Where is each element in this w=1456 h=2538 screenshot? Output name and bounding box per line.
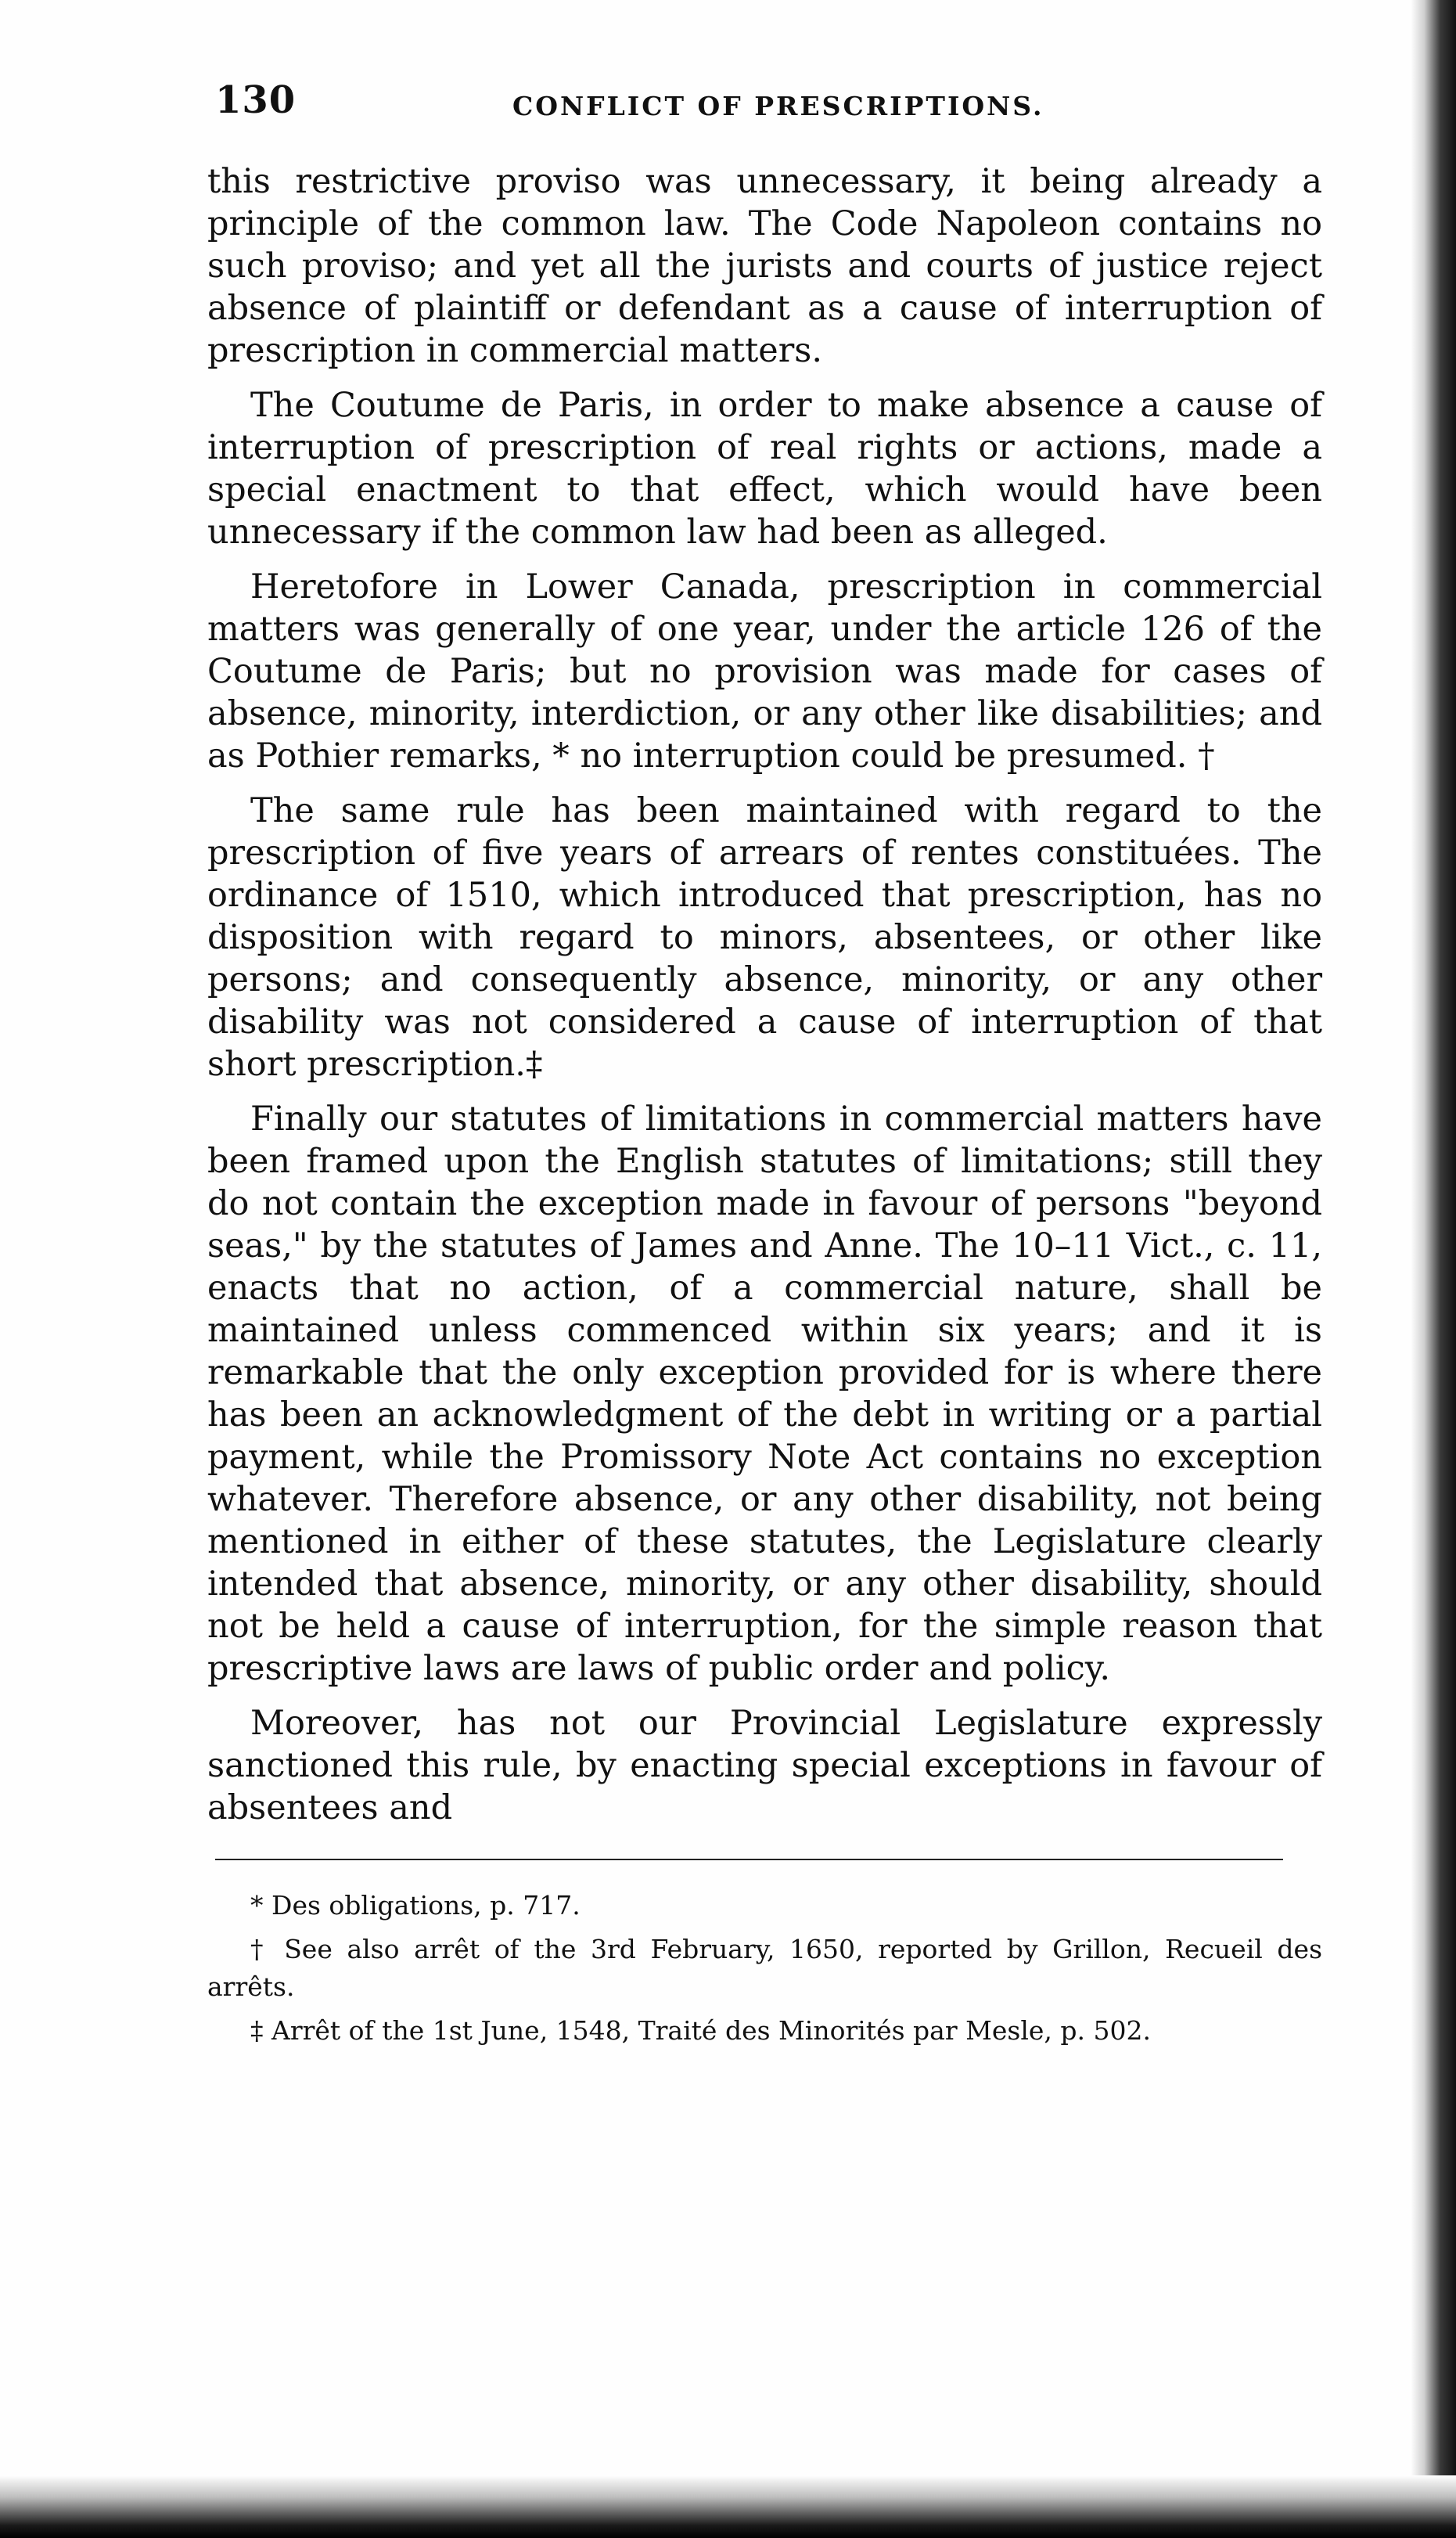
footnote-2: † See also arrêt of the 3rd February, 1650, reported by Grillon, Recueil des arrêts. (207, 1934, 1322, 2002)
page-number: 130 (215, 78, 297, 122)
footnote-divider (215, 1859, 1283, 1860)
text-block (207, 78, 1322, 2050)
footnotes (207, 1887, 1322, 2050)
running-head: CONFLICT OF PRESCRIPTIONS. (512, 91, 1044, 121)
paragraph-lower-canada: Heretofore in Lower Canada, prescription in commercial matters was generally of one year, under the article 126 of the Coutume de Paris; but no provision was made for cases of absence, minority, interdiction, or any other like disabilities; and as Pothier remarks, * no interruption could be presumed. † (207, 567, 1322, 776)
page-edge-bottom (0, 2475, 1456, 2538)
paragraph-statutes: Finally our statutes of limitations in commercial matters have been framed upon the English statutes of limitations; still they do not contain the exception made in favour of persons "beyond seas," by the statutes of James and Anne. The 10–11 Vict., c. 11, enacts that no action, of a commercial nature, shall be maintained unless commenced within six years; and it is remarkable that the only exception provided for is where there has been an acknowledgment of the debt in writing or a partial payment, while the Promissory Note Act contains no exception whatever. Therefore absence, or any other disability, not being mentioned in either of these statutes, the Legislature clearly intended that absence, minority, or any other disability, should not be held a cause of interruption, for the simple reason that prescriptive laws are laws of public order and policy. (207, 1100, 1322, 1688)
paragraph-continuation: this restrictive proviso was unnecessary, it being already a principle of the common law. The Code Napoleon contains no such proviso; and yet all the jurists and courts of justice reject absence of plaintiff or defendant as a cause of interruption of prescription in commercial matters. (207, 162, 1322, 370)
page-edge-right (1411, 0, 1456, 2538)
footnote-3: ‡ Arrêt of the 1st June, 1548, Traité des Minorités par Mesle, p. 502. (250, 2015, 1151, 2046)
paragraph-moreover: Moreover, has not our Provincial Legislature expressly sanctioned this rule, by enacting special exceptions in favour of absentees and (207, 1704, 1322, 1827)
page-header (215, 78, 1322, 153)
paragraph-coutume: The Coutume de Paris, in order to make absence a cause of interruption of prescription of real rights or actions, made a special enactment to that effect, which would have been unnecessary if the common law had been as alleged. (207, 386, 1322, 552)
footnote-1: * Des obligations, p. 717. (250, 1890, 581, 1921)
paragraph-rentes: The same rule has been maintained with regard to the prescription of five years of arrears of rentes constituées. The ordinance of 1510, which introduced that prescription, has no disposition with regard to minors, absentees, or other like persons; and consequently absence, minority, or any other disability was not considered a cause of interruption of that short prescription.‡ (207, 791, 1322, 1084)
body-text (207, 160, 1322, 1829)
